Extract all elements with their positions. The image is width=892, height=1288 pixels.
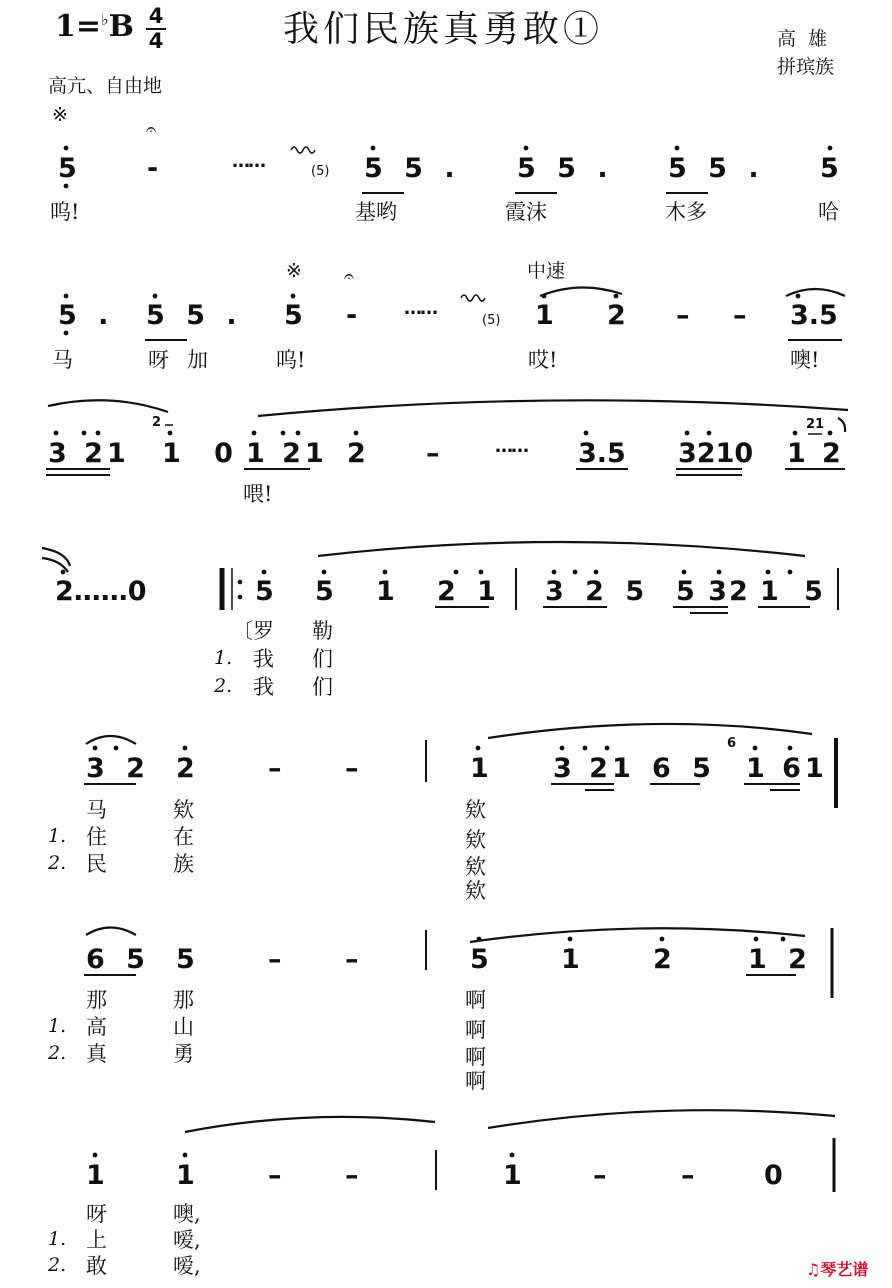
note: 1	[470, 753, 489, 784]
lyric: 欸	[465, 798, 486, 822]
slur	[540, 287, 622, 296]
dash: –	[593, 1160, 607, 1191]
lyric: 们	[312, 647, 333, 671]
lyric: 喂!	[243, 482, 273, 506]
octave-dot	[322, 570, 327, 575]
octave-dot	[685, 431, 690, 436]
verse-number: 1.	[48, 1228, 67, 1250]
octave-dot	[707, 431, 712, 436]
octave-dot	[183, 746, 188, 751]
note-group: 3 21	[553, 753, 635, 784]
segno-sign: ※	[52, 104, 68, 126]
verse-number: 1.	[48, 1015, 67, 1037]
octave-dot	[82, 431, 87, 436]
repeat-dot	[238, 595, 243, 600]
octave-dot	[296, 431, 301, 436]
note-group: 1 2	[748, 944, 813, 975]
lyric: 哎!	[528, 348, 558, 372]
time-signature	[146, 6, 166, 52]
grace-note: (5)	[311, 164, 330, 179]
slur	[258, 400, 848, 416]
note-group: 3 2 5	[545, 576, 651, 607]
note-group: 5 5 .	[364, 153, 461, 184]
note: 5	[820, 153, 839, 184]
dash: –	[345, 944, 359, 975]
grace-note: 21	[806, 417, 825, 432]
lyric: 噢,	[173, 1202, 201, 1226]
note-group: 3.5	[790, 300, 838, 331]
octave-dot	[93, 746, 98, 751]
page-title: 我们民族真勇敢①	[283, 9, 604, 50]
verse-number: 1.	[48, 825, 67, 847]
octave-dot	[371, 146, 376, 151]
lyric: 呀	[86, 1202, 107, 1226]
note-group: 1 0	[162, 438, 245, 469]
grace-note: 6	[727, 736, 737, 751]
octave-dot	[54, 431, 59, 436]
dash: –	[681, 1160, 695, 1191]
octave-dot	[753, 746, 758, 751]
octave-dot	[584, 431, 589, 436]
octave-dot	[93, 1153, 98, 1158]
octave-dot	[252, 431, 257, 436]
note-group: 3.5	[578, 438, 626, 469]
note: 5	[284, 300, 303, 331]
note-group: 5 5 .	[146, 300, 243, 331]
lyric: 欸	[173, 798, 194, 822]
dash: –	[676, 300, 690, 331]
dash: –	[426, 438, 440, 469]
note: 5	[315, 576, 334, 607]
watermark	[806, 1262, 868, 1278]
octave-dot	[675, 146, 680, 151]
verse-number: 2.	[48, 1254, 67, 1276]
octave-dot	[153, 294, 158, 299]
octave-dot	[793, 431, 798, 436]
lyric-bracket: 〔	[232, 619, 253, 643]
squiggle	[461, 295, 485, 301]
dash: –	[345, 1160, 359, 1191]
pause-dots: ……	[232, 151, 264, 172]
octave-dot	[568, 937, 573, 942]
fermata: 𝄐	[146, 119, 157, 140]
octave-dot	[64, 294, 69, 299]
lyric: 在	[173, 825, 194, 849]
lyric: 真	[86, 1042, 107, 1066]
octave-dot	[64, 331, 69, 336]
lyric: 呀加	[148, 348, 226, 372]
octave-dot	[682, 570, 687, 575]
octave-dot	[354, 431, 359, 436]
octave-dot	[605, 746, 610, 751]
lyric: 那	[173, 988, 194, 1012]
octave-dot	[766, 570, 771, 575]
music-note-icon: ♫	[806, 1260, 821, 1279]
octave-dots	[54, 146, 833, 1158]
octave-dot	[717, 570, 722, 575]
lyric: 噢!	[790, 348, 820, 372]
octave-dot	[183, 1153, 188, 1158]
fermata: 𝄐	[344, 266, 355, 287]
note: 5	[255, 576, 274, 607]
note: 1	[86, 1160, 105, 1191]
lyric: 上	[86, 1228, 107, 1252]
octave-dot	[64, 146, 69, 151]
octave-dot	[788, 570, 793, 575]
dash: -	[346, 300, 358, 331]
octave-dot	[828, 146, 833, 151]
verse-number: 2.	[48, 1042, 67, 1064]
dash: -	[147, 153, 159, 184]
grace-note: 2	[152, 415, 162, 430]
note-group: 3210	[678, 438, 754, 469]
octave-dot	[660, 937, 665, 942]
note-group: 6 5	[652, 753, 717, 784]
lyric: 欸欸	[465, 828, 486, 879]
note-group: 3 2	[86, 753, 151, 784]
octave-dot	[383, 570, 388, 575]
note-group: 1 61	[746, 753, 828, 784]
note-group: 5 32	[676, 576, 750, 607]
lyric: 我	[253, 675, 274, 699]
time-top: 4	[148, 4, 164, 28]
lyric: 们	[312, 675, 333, 699]
note-group: 1 5	[760, 576, 831, 607]
note-group: 1 21	[246, 438, 328, 469]
lyric: 马	[52, 348, 73, 372]
lyric: 啊	[465, 1069, 486, 1093]
octave-dot	[614, 294, 619, 299]
octave-dot	[583, 746, 588, 751]
slur	[786, 289, 845, 296]
octave-dot	[479, 570, 484, 575]
squiggle	[291, 147, 315, 153]
slur	[86, 736, 136, 744]
lyric: 勇	[173, 1042, 194, 1066]
octave-dot	[828, 431, 833, 436]
octave-dot	[114, 746, 119, 751]
style-marking: 高亢、自由地	[48, 75, 163, 97]
octave-dot	[291, 294, 296, 299]
lyric: 马	[86, 798, 107, 822]
pause-dots: ……	[495, 436, 527, 457]
lyric: 山	[173, 1015, 194, 1039]
octave-dot	[262, 570, 267, 575]
note: 5	[470, 944, 489, 975]
octave-dot	[168, 431, 173, 436]
segno-sign: ※	[286, 260, 302, 282]
octave-dot	[510, 1153, 515, 1158]
glissando-squiggles	[165, 147, 825, 434]
dash: –	[345, 753, 359, 784]
slur-tail	[42, 548, 70, 566]
octave-dot	[788, 746, 793, 751]
note-group: 3 21	[48, 438, 130, 469]
slur	[86, 928, 136, 936]
lyric: 我	[253, 647, 274, 671]
watermark-text: 琴艺谱	[820, 1260, 869, 1279]
flat-sign: ♭	[101, 10, 109, 29]
lyric: 呜!	[276, 348, 306, 372]
slur	[185, 1117, 435, 1132]
note-group: 2 1	[437, 576, 502, 607]
note: 2	[822, 438, 841, 469]
slur	[48, 400, 168, 412]
lyric: 敢	[86, 1254, 107, 1278]
slur-tail	[838, 418, 845, 432]
lyric: 啊啊	[465, 1018, 486, 1069]
octave-dot	[796, 294, 801, 299]
time-bottom: 4	[148, 29, 164, 53]
octave-dot	[61, 570, 66, 575]
lyric: 民	[86, 852, 107, 876]
octave-dot	[754, 937, 759, 942]
note-group: 5 .	[58, 300, 115, 331]
note-group: 5 5 .	[517, 153, 614, 184]
dash: –	[268, 944, 282, 975]
lyric: 呜!	[50, 200, 80, 224]
grace-note: (5)	[482, 313, 501, 328]
verse-number: 1.	[214, 647, 233, 669]
dash: –	[733, 300, 747, 331]
octave-dot	[524, 146, 529, 151]
note: 2	[607, 300, 626, 331]
lyric: 嗳,	[173, 1254, 201, 1278]
lyric: 住	[86, 825, 107, 849]
note: 2	[347, 438, 366, 469]
note: 2	[653, 944, 672, 975]
lyric: 基哟	[355, 200, 397, 224]
author: 高 雄	[777, 28, 831, 50]
lyric: 罗	[253, 619, 274, 643]
octave-dot	[573, 570, 578, 575]
note: 5	[58, 153, 77, 184]
octave-dot	[560, 746, 565, 751]
lyric: 霞沫	[505, 200, 547, 224]
octave-dot	[552, 570, 557, 575]
octave-dot	[781, 937, 786, 942]
note: 1	[376, 576, 395, 607]
lyric: 族	[173, 852, 194, 876]
note: 1	[561, 944, 580, 975]
grace-tie	[165, 425, 822, 434]
verse-number: 2.	[214, 675, 233, 697]
dash: –	[268, 1160, 282, 1191]
tempo-marking: 中速	[527, 260, 566, 282]
ethnicity: 拼瑸族	[777, 56, 835, 78]
pause-dots: ……	[404, 298, 436, 319]
note: 2	[176, 753, 195, 784]
key-signature	[55, 9, 134, 44]
octave-dot	[281, 431, 286, 436]
lyric: 啊	[465, 988, 486, 1012]
note: 1	[535, 300, 554, 331]
slur	[488, 1110, 835, 1128]
slur-arcs	[42, 287, 848, 1132]
octave-dot	[594, 570, 599, 575]
slur	[318, 542, 805, 556]
note-group: 5 5 .	[668, 153, 765, 184]
repeat-dot	[238, 580, 243, 585]
lyric: 嗳,	[173, 1228, 201, 1252]
note: 1	[787, 438, 806, 469]
lyric: 勒	[312, 619, 333, 643]
note: 5	[176, 944, 195, 975]
verse-number: 2.	[48, 852, 67, 874]
note: 1	[503, 1160, 522, 1191]
lyric: 木多	[665, 200, 707, 224]
lyric: 高	[86, 1015, 107, 1039]
rest: 0	[764, 1160, 783, 1191]
octave-dot	[476, 746, 481, 751]
lyric: 哈	[818, 200, 839, 224]
note: 1	[176, 1160, 195, 1191]
key-note: B	[108, 9, 134, 44]
slur	[488, 724, 812, 738]
dash: –	[268, 753, 282, 784]
octave-dot	[454, 570, 459, 575]
note-group: 6 5	[86, 944, 151, 975]
octave-dot	[64, 184, 69, 189]
key-prefix: 1=	[55, 9, 102, 44]
note-group: 2……0	[55, 576, 147, 607]
octave-dot	[96, 431, 101, 436]
lyric: 那	[86, 988, 107, 1012]
lyric: 欸	[465, 879, 486, 903]
